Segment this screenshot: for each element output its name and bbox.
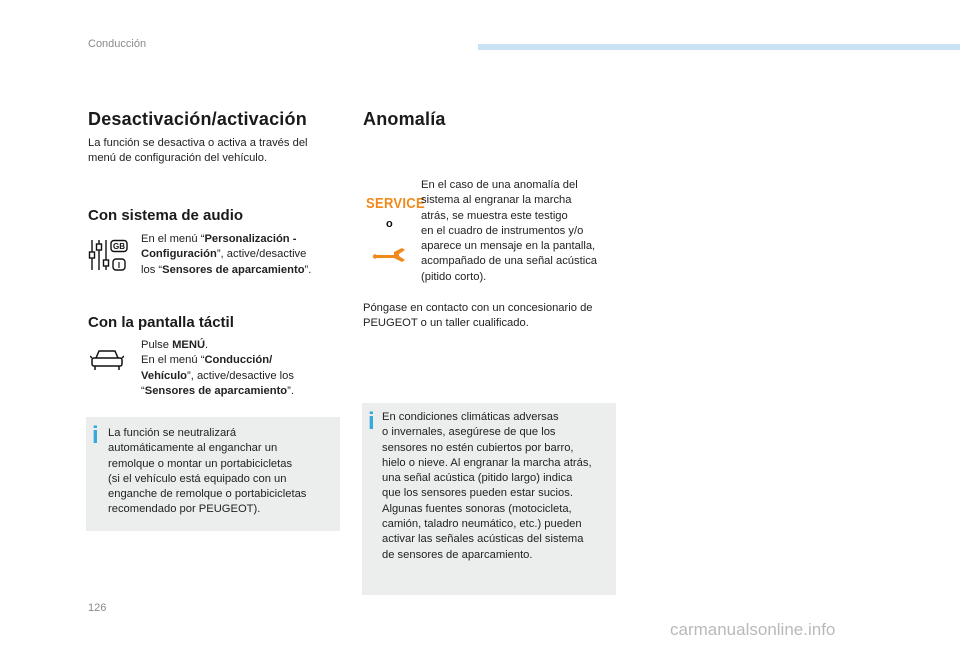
- info-icon: i: [92, 422, 99, 449]
- top-accent-bar: [478, 44, 960, 50]
- audio-instructions: [141, 232, 311, 278]
- wrench-icon: [372, 245, 406, 263]
- touch-line: “Sensores de aparcamiento”.: [141, 384, 294, 397]
- touch-line: Pulse MENÚ.: [141, 339, 209, 351]
- intro-line: La función se desactiva o activa a través del: [88, 137, 308, 149]
- heading-touchscreen: Con la pantalla táctil: [88, 314, 234, 331]
- audio-line: Configuración”, active/desactive: [141, 248, 307, 261]
- audio-settings-icon: [88, 238, 130, 272]
- audio-line: los “Sensores de aparcamiento”.: [141, 263, 312, 276]
- note-box-left: [86, 417, 340, 531]
- touch-line: Vehículo”, active/desactive los: [141, 369, 294, 382]
- title-deactivation: Desactivación/activación: [88, 109, 307, 129]
- note-text-right: En condiciones climáticas adversas o invernales, asegúrese de que los sensores no estén cubiertos por barro, hielo o nieve. Al engranar la marcha atrás, una señal acústica (pitido largo) indica que los sensores pueden estar sucios. Algunas fuentes sonoras (motocicleta, camión, taladro neumático, etc.) pueden activar las señales acústicas del sistema de sensores de aparcamiento.: [382, 411, 592, 561]
- title-anomaly: Anomalía: [363, 109, 446, 129]
- section-header: Conducción: [88, 38, 147, 50]
- touchscreen-car-icon: [90, 348, 124, 372]
- heading-audio: Con sistema de audio: [88, 207, 244, 224]
- note-text-left: La función se neutralizará automáticamente al enganchar un remolque o montar un portabicicletas (si el vehículo está equipado con un enganche de remolque o portabicicletas recomendado por PEUGEOT).: [108, 427, 307, 516]
- page-number: 126: [88, 602, 107, 614]
- intro-text: [88, 136, 308, 167]
- anomaly-text: En el caso de una anomalía del sistema al engranar la marcha atrás, se muestra este testigo en el cuadro de instrumentos y/o aparece un mensaje en la pantalla, acompañado de una señal acústica (pitido corto).: [421, 179, 598, 283]
- touch-instructions: [141, 338, 294, 399]
- svg-text:I: I: [117, 261, 121, 270]
- contact-text: Póngase en contacto con un concesionario de PEUGEOT o un taller cualificado.: [363, 302, 593, 330]
- or-label: o: [386, 218, 393, 230]
- svg-text:GB: GB: [113, 242, 125, 251]
- touch-line: En el menú “Conducción/: [141, 354, 273, 367]
- audio-line: En el menú “Personalización -: [141, 233, 297, 245]
- note-box-right: [362, 403, 616, 595]
- info-icon: i: [368, 408, 375, 435]
- intro-line: menú de configuración del vehículo.: [88, 152, 268, 165]
- watermark: carmanualsonline.info: [670, 620, 836, 639]
- service-warning-icon: SERVICE: [366, 194, 425, 212]
